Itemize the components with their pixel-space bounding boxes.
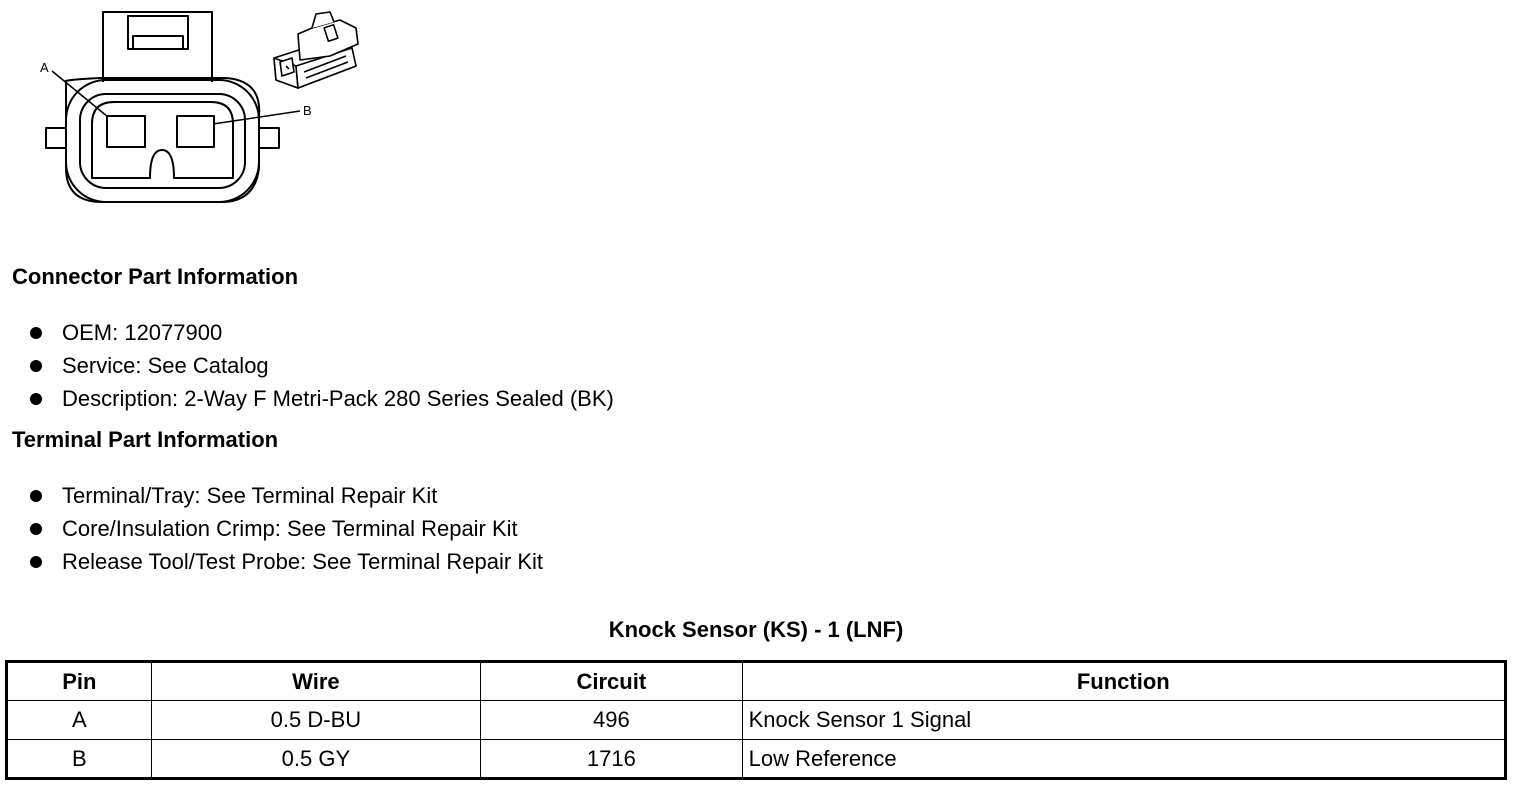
terminal-info-list	[27, 479, 543, 578]
list-item	[27, 479, 543, 512]
bullet-icon	[30, 360, 42, 372]
list-item-text: Description: 2-Way F Metri-Pack 280 Series Sealed (BK)	[62, 386, 614, 411]
cell-function: Low Reference	[742, 740, 1505, 779]
list-item	[27, 512, 543, 545]
list-item-text: OEM: 12077900	[62, 320, 223, 345]
list-item-text: Service: See Catalog	[62, 353, 269, 378]
bullet-icon	[30, 556, 42, 568]
cell-function: Knock Sensor 1 Signal	[742, 701, 1505, 740]
connector-info-list	[27, 316, 614, 415]
connector-face-diagram	[0, 0, 380, 215]
bullet-icon	[30, 490, 42, 502]
header-pin: Pin	[7, 662, 152, 701]
cell-circuit: 496	[481, 701, 743, 740]
cell-wire: 0.5 D-BU	[151, 701, 480, 740]
header-wire: Wire	[151, 662, 480, 701]
connector-info-heading: Connector Part Information	[12, 264, 299, 289]
bullet-icon	[30, 523, 42, 535]
list-item-text: Core/Insulation Crimp: See Terminal Repair Kit	[62, 516, 518, 541]
table-row	[7, 701, 1506, 740]
terminal-info-heading: Terminal Part Information	[12, 427, 279, 452]
list-item-text: Terminal/Tray: See Terminal Repair Kit	[62, 483, 438, 508]
header-circuit: Circuit	[481, 662, 743, 701]
pin-table	[5, 660, 1507, 780]
table-row	[7, 740, 1506, 779]
table-header-row	[7, 662, 1506, 701]
bullet-icon	[30, 393, 42, 405]
list-item	[27, 349, 614, 382]
list-item	[27, 382, 614, 415]
connector-3d-icon	[274, 12, 358, 88]
cell-wire: 0.5 GY	[151, 740, 480, 779]
cell-circuit: 1716	[481, 740, 743, 779]
pin-a-callout: A	[40, 60, 49, 75]
list-item	[27, 316, 614, 349]
cell-pin: B	[7, 740, 152, 779]
pin-b-callout: B	[303, 103, 312, 118]
header-function: Function	[742, 662, 1505, 701]
list-item-text: Release Tool/Test Probe: See Terminal Repair Kit	[62, 549, 543, 574]
bullet-icon	[30, 327, 42, 339]
pin-table-title: Knock Sensor (KS) - 1 (LNF)	[608, 617, 904, 642]
cell-pin: A	[7, 701, 152, 740]
list-item	[27, 545, 543, 578]
